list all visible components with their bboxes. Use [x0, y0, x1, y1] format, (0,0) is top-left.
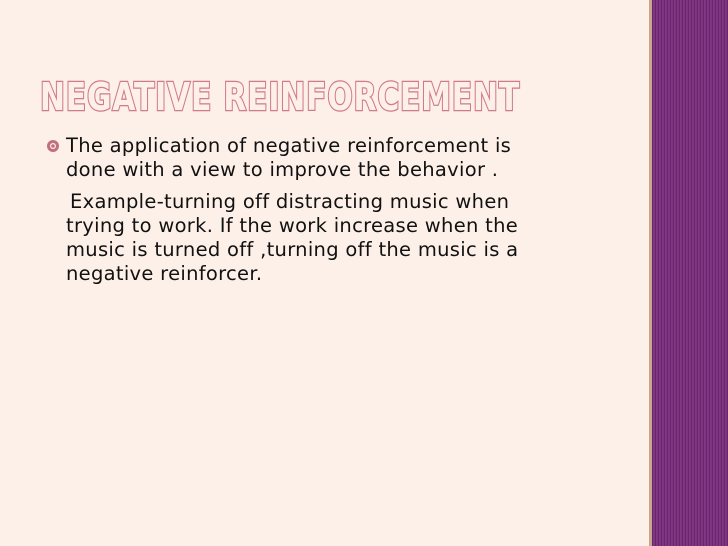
example-paragraph — [46, 190, 626, 286]
slide-title: NEGATIVE REINFORCEMENT — [40, 75, 520, 119]
example-line: music is turned off ,turning off the music is a — [66, 238, 519, 261]
slide-title-svg — [40, 74, 600, 118]
decorative-side-band — [649, 0, 728, 546]
example-line: Example-turning off distracting music when — [70, 190, 510, 213]
slide-title-wrap — [40, 74, 600, 118]
bullet-line: The application of negative reinforcement is — [66, 134, 512, 157]
bullet-item — [46, 134, 626, 182]
example-line: negative reinforcer. — [66, 262, 263, 285]
slide-content — [46, 134, 626, 286]
bullet-line: done with a view to improve the behavior . — [66, 158, 499, 181]
example-line: trying to work. If the work increase when the — [66, 214, 519, 237]
circle-bullet-icon — [46, 139, 60, 153]
